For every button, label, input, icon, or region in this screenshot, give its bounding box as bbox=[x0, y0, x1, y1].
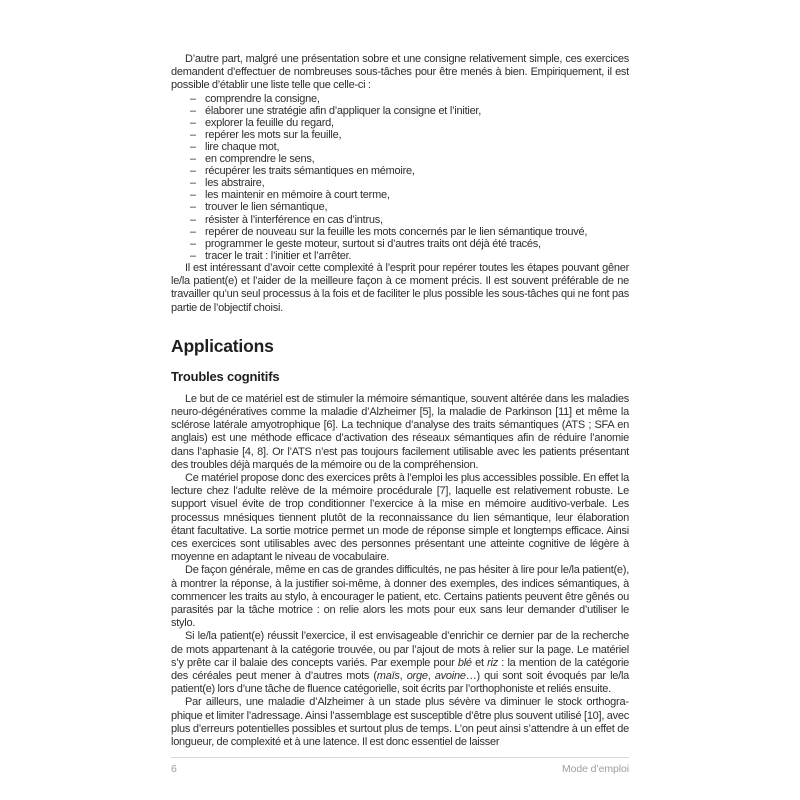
task-list-item bbox=[190, 201, 629, 213]
body-paragraph: Par ailleurs, une maladie d’Alzheimer à un stade plus sévère va diminuer le stock orthographique et limiter l’adressage. Ainsi l’assemblage est susceptible d’être plus souvent utilisé [10], avec plus d’erreurs potentielles possibles et surtout plus de temps. L’on peut ainsi s’attendre à un effet de longueur, de complexité et à une latence. Il est donc essentiel de laisser bbox=[171, 696, 629, 749]
body-paragraph: Si le/la patient(e) réussit l’exercice, il est envisageable d’enrichir ce dernier par de la recherche de mots appartenant à la catégorie trouvée, ou par l’ajout de mots à relier sur la page. Le matériel s’y prête car il balaie des concepts variés. Par exemple pour blé et riz : la mention de la catégorie des céréales peut mener à d’autres mots (maïs, orge, avoine…) qui sont soit évoqués par le/la patient(e) lors d’une tâche de fluence catégorielle, soit écrits par l’orthophoniste et reliés ensuite. bbox=[171, 630, 630, 696]
task-list-item bbox=[190, 93, 629, 105]
task-list-item bbox=[190, 226, 629, 238]
task-list-item bbox=[190, 250, 629, 262]
list-item-text: les abstraire, bbox=[205, 177, 265, 190]
list-dash: – bbox=[190, 237, 196, 250]
task-list-item bbox=[190, 165, 629, 177]
page-footer bbox=[171, 757, 629, 775]
list-item-text: programmer le geste moteur, surtout si d’autres traits ont déjà été tracés, bbox=[205, 237, 541, 250]
list-dash: – bbox=[190, 92, 196, 105]
list-item-text: élaborer une stratégie afin d’appliquer la consigne et l’initier, bbox=[205, 104, 482, 117]
list-item-text: résister à l’interférence en cas d’intrus, bbox=[205, 213, 383, 226]
list-item-text: tracer le trait : l’initier et l’arrêter. bbox=[205, 249, 352, 262]
task-list-item bbox=[190, 117, 629, 129]
subsection-heading-troubles-cognitifs: Troubles cognitifs bbox=[171, 368, 280, 384]
body-paragraph: Ce matériel propose donc des exercices prêts à l’emploi les plus accessibles possible. En effet la lecture chez l’adulte relève de la mémoire procédurale [7], laquelle est relativement robuste. Le support visuel évite de trop conditionner l’exercice à la mise en mémoire auditivo-verbale. Les processus mnésiques tiennent plutôt de la reconnaissance du lien sémantique, leur élaboration étant facultative. La sortie motrice permet un mode de réponse simple et longtemps efficace. Ainsi ces exercices sont utilisables avec des personnes présentant une atteinte cognitive de légère à moyenne en adaptant le niveau de vocabulaire. bbox=[171, 471, 629, 564]
task-list-item bbox=[190, 177, 629, 189]
task-list-item bbox=[190, 105, 629, 117]
task-list-item bbox=[190, 141, 629, 153]
list-dash: – bbox=[190, 177, 196, 190]
list-item-text: trouver le lien sémantique, bbox=[205, 201, 328, 214]
list-item-text: repérer les mots sur la feuille, bbox=[205, 128, 342, 141]
list-item-text: récupérer les traits sémantiques en mémoire, bbox=[205, 165, 415, 178]
body-paragraph: De façon générale, même en cas de grandes difficultés, ne pas hésiter à lire pour le/la patient(e), à montrer la réponse, à la justifier soi-même, à donner des exemples, des indices sémantiques, à commencer les traits au stylo, à encourager le patient, etc. Certains patients peuvent être gênés ou parasités par la tâche motrice : on relie alors les mots pour eux sans leur demander d’utiliser le stylo. bbox=[171, 564, 629, 630]
body-paragraph: Le but de ce matériel est de stimuler la mémoire sémantique, souvent altérée dans les maladies neuro-dégénératives comme la maladie d’Alzheimer [5], la maladie de Parkinson [11] et même la sclérose latérale amyotrophique [6]. La technique d’analyse des traits sémantiques (ATS ; SFA en anglais) est une méthode efficace d’activation des réseaux sémantiques afin de réduire l’anomie dans l’aphasie [4, 8]. Or l’ATS n’est pas toujours facilement utilisable avec les patients présentant des troubles déjà marqués de la mémoire ou de la compréhension. bbox=[171, 392, 629, 471]
task-list-item bbox=[190, 189, 629, 201]
page-number: 6 bbox=[171, 763, 177, 775]
list-item-text: comprendre la consigne, bbox=[205, 92, 320, 105]
task-list bbox=[171, 93, 629, 262]
list-dash: – bbox=[190, 140, 196, 153]
intro-paragraph: D’autre part, malgré une présentation sobre et une consigne relativement simple, ces exercices demandent d’effectuer de nombreuses sous-tâches pour être menés à bien. Empiriquement, il est possible d’établir une liste telle que celle-ci : bbox=[171, 53, 629, 92]
list-item-text: en comprendre le sens, bbox=[205, 153, 315, 166]
list-dash: – bbox=[190, 128, 196, 141]
list-dash: – bbox=[190, 213, 196, 226]
list-dash: – bbox=[190, 153, 196, 166]
task-list-item bbox=[190, 238, 629, 250]
list-dash: – bbox=[190, 249, 196, 262]
list-dash: – bbox=[190, 116, 196, 129]
list-dash: – bbox=[190, 104, 196, 117]
task-list-item bbox=[190, 129, 629, 141]
list-dash: – bbox=[190, 165, 196, 178]
page-content bbox=[171, 53, 629, 749]
list-dash: – bbox=[190, 189, 196, 202]
task-list-item bbox=[190, 153, 629, 165]
list-item-text: repérer de nouveau sur la feuille les mots concernés par le lien sémantique trouvé, bbox=[205, 225, 588, 238]
list-item-text: explorer la feuille du regard, bbox=[205, 116, 334, 129]
section-heading-applications: Applications bbox=[171, 335, 274, 356]
footer-document-title: Mode d’emploi bbox=[562, 763, 629, 775]
complexity-paragraph: Il est intéressant d’avoir cette complexité à l’esprit pour repérer toutes les étapes pouvant gêner le/la patient(e) et l’aider de la meilleure façon à ce moment précis. Il est souvent préférable de ne travailler qu’un seul processus à la fois et de faciliter le plus possible les sous-tâches qui ne font pas partie de l’objectif choisi. bbox=[171, 261, 629, 314]
list-dash: – bbox=[190, 225, 196, 238]
list-item-text: les maintenir en mémoire à court terme, bbox=[205, 189, 390, 202]
task-list-item bbox=[190, 214, 629, 226]
list-item-text: lire chaque mot, bbox=[205, 140, 280, 153]
list-dash: – bbox=[190, 201, 196, 214]
